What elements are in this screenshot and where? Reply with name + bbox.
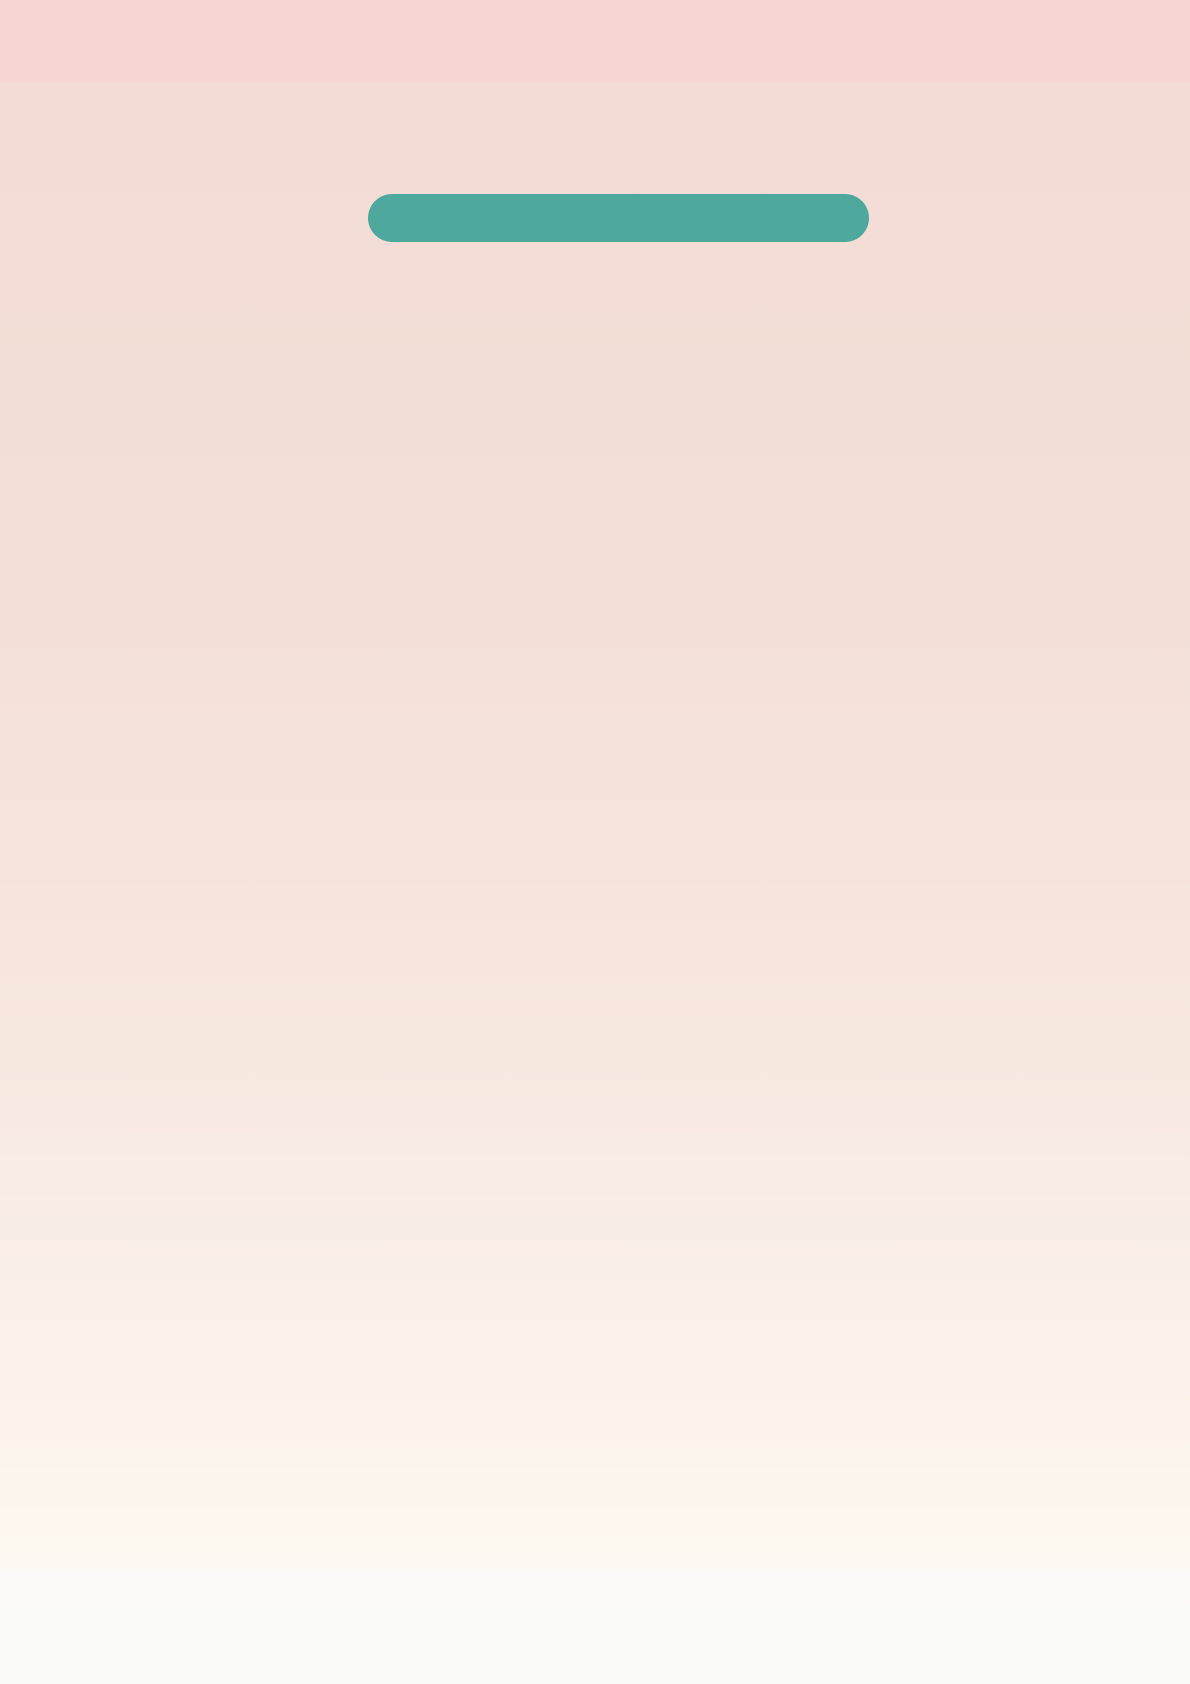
- unit-banner: [368, 194, 869, 242]
- page-content: [0, 0, 1190, 242]
- publisher-watermark: [841, 1225, 1140, 1534]
